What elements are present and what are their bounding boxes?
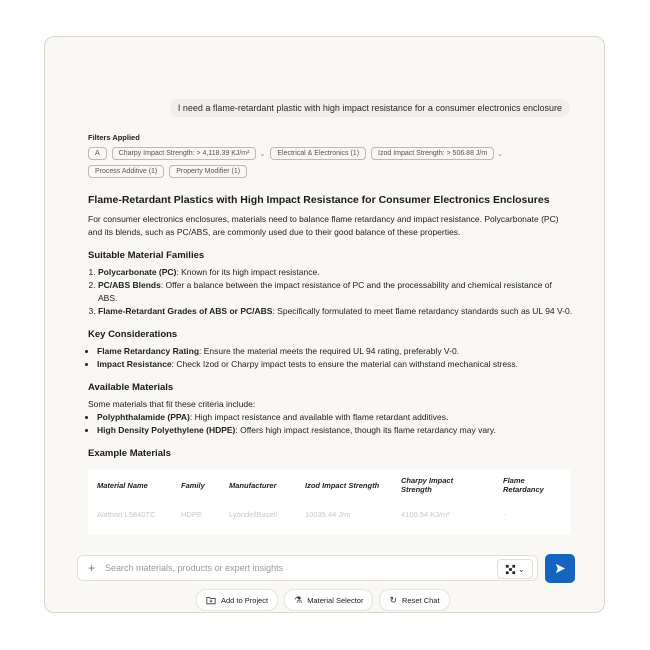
column-header[interactable]: Flame Retardancy <box>503 476 544 494</box>
model-selector[interactable] <box>497 559 533 579</box>
chevron-down-icon[interactable]: ⌄ <box>259 150 266 158</box>
table-header-row <box>88 469 570 502</box>
filter-chip[interactable]: Izod Impact Strength: > 506.88 J/m <box>371 147 494 160</box>
answer-title: Flame-Retardant Plastics with High Impact Resistance for Consumer Electronics Enclosures <box>88 194 550 206</box>
filter-chip[interactable]: Electrical & Electronics (1) <box>270 147 366 160</box>
chat-actions <box>196 589 450 611</box>
considerations-heading: Key Considerations <box>88 329 178 340</box>
material-selector-button[interactable] <box>284 589 373 611</box>
column-header[interactable]: Manufacturer <box>229 480 277 490</box>
table-cell: LyondellBasell <box>229 510 278 519</box>
materials-table <box>88 469 570 535</box>
filter-chip[interactable]: A <box>88 147 107 160</box>
list-item: • Polyphthalamide (PPA): High impact resistance and available with flame retardant additives. <box>97 411 573 424</box>
chat-panel <box>44 36 605 613</box>
reset-chat-label: Reset Chat <box>402 595 440 605</box>
considerations-list <box>88 345 573 371</box>
column-header[interactable]: Charpy Impact Strength <box>401 476 454 494</box>
list-item: 2. PC/ABS Blends: Offer a balance between the impact resistance of PC and the processability and chemical resistance of ABS. <box>98 279 573 305</box>
user-message-bubble: I need a flame-retardant plastic with high impact resistance for a consumer electronics enclosure <box>170 99 570 117</box>
refresh-icon: ↻ <box>389 594 398 605</box>
column-header[interactable]: Material Name <box>97 480 148 490</box>
table-cell: 4100.54 KJ/m² <box>401 510 450 519</box>
filter-chip[interactable]: Property Modifier (1) <box>169 165 247 178</box>
available-heading: Available Materials <box>88 382 174 393</box>
column-header[interactable]: Izod Impact Strength <box>305 480 380 490</box>
list-item: • High Density Polyethylene (HDPE): Offers high impact resistance, though its flame retardancy may vary. <box>97 424 573 437</box>
example-heading: Example Materials <box>88 448 171 459</box>
add-to-project-label: Add to Project <box>221 595 269 605</box>
available-intro: Some materials that fit these criteria include: <box>88 399 256 409</box>
filter-chip[interactable]: Charpy Impact Strength: > 4,118.39 KJ/m² <box>112 147 257 160</box>
grid-pattern-icon <box>505 564 516 575</box>
answer-intro: For consumer electronics enclosures, materials need to balance flame retardancy and impact resistance. Polycarbonate (PC) and its blends, such as PC/ABS, are commonly used due to their good balance of these properties. <box>88 214 559 237</box>
table-row[interactable] <box>88 502 570 521</box>
chat-composer <box>77 555 538 581</box>
send-button[interactable] <box>545 554 575 583</box>
beakers-icon: ⚗ <box>294 594 303 605</box>
add-to-project-button[interactable] <box>196 589 278 611</box>
families-heading: Suitable Material Families <box>88 250 205 261</box>
material-selector-label: Material Selector <box>307 595 364 605</box>
folder-icon <box>206 596 216 605</box>
search-input[interactable] <box>103 562 537 574</box>
reset-chat-button[interactable] <box>379 589 449 611</box>
table-cell: Alathon L5840TC <box>97 510 156 519</box>
filters-title: Filters Applied <box>88 133 140 142</box>
assistant-response <box>88 133 573 535</box>
chevron-down-icon: ⌄ <box>518 564 525 574</box>
plus-icon[interactable]: + <box>88 561 96 575</box>
filter-chips <box>88 147 548 178</box>
table-cell: - <box>503 510 506 519</box>
send-icon <box>555 563 566 574</box>
list-item: 1. Polycarbonate (PC): Known for its high impact resistance. <box>98 266 573 279</box>
filter-chip[interactable]: Process Additive (1) <box>88 165 164 178</box>
table-cell: 10035.44 J/m <box>305 510 351 519</box>
column-header[interactable]: Family <box>181 480 205 490</box>
list-item: • Flame Retardancy Rating: Ensure the material meets the required UL 94 rating, preferably V-0. <box>97 345 573 358</box>
table-cell: HDPE <box>181 510 202 519</box>
chevron-down-icon[interactable]: ⌄ <box>497 150 504 158</box>
available-list <box>88 411 573 437</box>
list-item: 3. Flame-Retardant Grades of ABS or PC/ABS: Specifically formulated to meet flame retardancy standards such as UL 94 V-0. <box>98 305 573 318</box>
families-list <box>88 266 573 318</box>
list-item: • Impact Resistance: Check Izod or Charpy impact tests to ensure the material can withstand mechanical stress. <box>97 358 573 371</box>
